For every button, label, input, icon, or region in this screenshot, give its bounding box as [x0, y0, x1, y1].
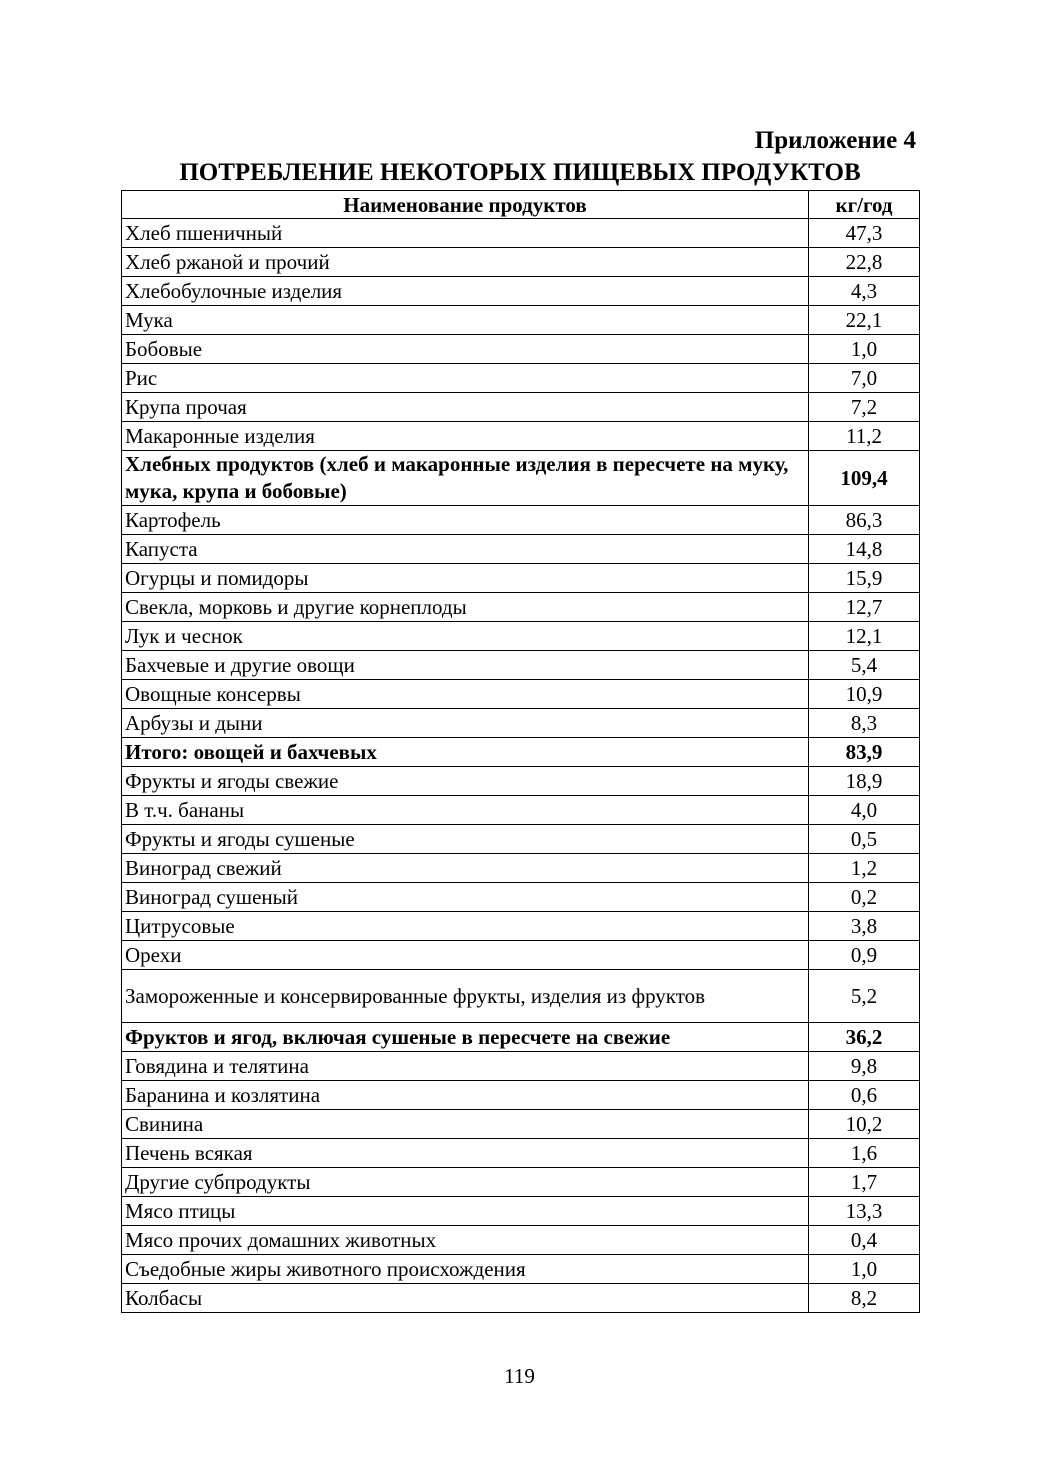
product-name: Съедобные жиры животного происхождения [122, 1255, 809, 1284]
product-name: Бахчевые и другие овощи [122, 651, 809, 680]
product-value: 10,2 [809, 1110, 920, 1139]
table-row [122, 854, 920, 883]
product-value: 8,3 [809, 709, 920, 738]
product-name: Орехи [122, 941, 809, 970]
product-name: Бобовые [122, 335, 809, 364]
table-row [122, 248, 920, 277]
product-value: 3,8 [809, 912, 920, 941]
table-row [122, 1110, 920, 1139]
table-row [122, 219, 920, 248]
consumption-table [121, 190, 920, 1313]
table-row [122, 306, 920, 335]
product-name: Капуста [122, 535, 809, 564]
table-row [122, 564, 920, 593]
column-header-name: Наименование продуктов [122, 191, 809, 219]
table-row [122, 451, 920, 506]
page-number: 119 [504, 1364, 535, 1388]
table-row [122, 680, 920, 709]
product-name: Говядина и телятина [122, 1052, 809, 1081]
table-header-row [122, 191, 920, 219]
table-row [122, 1023, 920, 1052]
table-row [122, 622, 920, 651]
table-row [122, 1226, 920, 1255]
product-value: 83,9 [809, 738, 920, 767]
product-name: Фрукты и ягоды сушеные [122, 825, 809, 854]
product-value: 1,0 [809, 335, 920, 364]
table-row [122, 709, 920, 738]
product-value: 8,2 [809, 1284, 920, 1313]
table-row [122, 422, 920, 451]
product-name: Лук и чеснок [122, 622, 809, 651]
product-value: 1,7 [809, 1168, 920, 1197]
product-name: Замороженные и консервированные фрукты, изделия из фруктов [122, 970, 809, 1023]
product-name: Хлеб ржаной и прочий [122, 248, 809, 277]
product-value: 7,0 [809, 364, 920, 393]
table-row [122, 651, 920, 680]
product-value: 1,6 [809, 1139, 920, 1168]
table-row [122, 335, 920, 364]
product-name: Овощные консервы [122, 680, 809, 709]
table-body [122, 219, 920, 1313]
product-name: Арбузы и дыни [122, 709, 809, 738]
table-row [122, 796, 920, 825]
product-name: Макаронные изделия [122, 422, 809, 451]
product-name: Виноград свежий [122, 854, 809, 883]
product-value: 0,4 [809, 1226, 920, 1255]
table-row [122, 593, 920, 622]
table-row [122, 912, 920, 941]
table-row [122, 393, 920, 422]
product-value: 86,3 [809, 506, 920, 535]
table-row [122, 767, 920, 796]
product-value: 22,1 [809, 306, 920, 335]
product-name: Хлеб пшеничный [122, 219, 809, 248]
table-row [122, 535, 920, 564]
product-value: 14,8 [809, 535, 920, 564]
table-row [122, 1168, 920, 1197]
table-row [122, 506, 920, 535]
table-row [122, 364, 920, 393]
product-name: Фруктов и ягод, включая сушеные в пересчете на свежие [122, 1023, 809, 1052]
product-name: Мясо прочих домашних животных [122, 1226, 809, 1255]
product-name: Цитрусовые [122, 912, 809, 941]
appendix-label: Приложение 4 [754, 127, 916, 154]
product-value: 18,9 [809, 767, 920, 796]
table-row [122, 1052, 920, 1081]
product-name: Печень всякая [122, 1139, 809, 1168]
product-name: Хлебных продуктов (хлеб и макаронные изделия в пересчете на муку, мука, крупа и бобовые) [122, 451, 809, 506]
product-value: 22,8 [809, 248, 920, 277]
product-value: 11,2 [809, 422, 920, 451]
product-name: Картофель [122, 506, 809, 535]
product-value: 12,1 [809, 622, 920, 651]
product-value: 15,9 [809, 564, 920, 593]
page-title: ПОТРЕБЛЕНИЕ НЕКОТОРЫХ ПИЩЕВЫХ ПРОДУКТОВ [179, 159, 861, 186]
table-row [122, 970, 920, 1023]
product-name: Мука [122, 306, 809, 335]
table-row [122, 825, 920, 854]
product-value: 4,0 [809, 796, 920, 825]
table-row [122, 738, 920, 767]
table-row [122, 883, 920, 912]
product-value: 1,0 [809, 1255, 920, 1284]
table-row [122, 1284, 920, 1313]
product-name: Рис [122, 364, 809, 393]
product-value: 4,3 [809, 277, 920, 306]
product-name: Мясо птицы [122, 1197, 809, 1226]
product-value: 36,2 [809, 1023, 920, 1052]
product-value: 47,3 [809, 219, 920, 248]
product-value: 0,2 [809, 883, 920, 912]
product-value: 0,9 [809, 941, 920, 970]
product-name: Колбасы [122, 1284, 809, 1313]
product-value: 109,4 [809, 451, 920, 506]
product-value: 5,2 [809, 970, 920, 1023]
product-value: 1,2 [809, 854, 920, 883]
product-name: Свекла, морковь и другие корнеплоды [122, 593, 809, 622]
column-header-unit: кг/год [809, 191, 920, 219]
product-name: Другие субпродукты [122, 1168, 809, 1197]
product-value: 7,2 [809, 393, 920, 422]
product-name: Хлебобулочные изделия [122, 277, 809, 306]
table-row [122, 1255, 920, 1284]
product-value: 10,9 [809, 680, 920, 709]
table-row [122, 277, 920, 306]
product-value: 0,6 [809, 1081, 920, 1110]
product-value: 12,7 [809, 593, 920, 622]
product-value: 9,8 [809, 1052, 920, 1081]
product-name: В т.ч. бананы [122, 796, 809, 825]
table-row [122, 1081, 920, 1110]
product-name: Итого: овощей и бахчевых [122, 738, 809, 767]
table-row [122, 1197, 920, 1226]
product-name: Огурцы и помидоры [122, 564, 809, 593]
product-name: Свинина [122, 1110, 809, 1139]
product-value: 5,4 [809, 651, 920, 680]
product-name: Фрукты и ягоды свежие [122, 767, 809, 796]
product-name: Виноград сушеный [122, 883, 809, 912]
table-row [122, 1139, 920, 1168]
product-name: Крупа прочая [122, 393, 809, 422]
product-name: Баранина и козлятина [122, 1081, 809, 1110]
table-row [122, 941, 920, 970]
product-value: 0,5 [809, 825, 920, 854]
product-value: 13,3 [809, 1197, 920, 1226]
